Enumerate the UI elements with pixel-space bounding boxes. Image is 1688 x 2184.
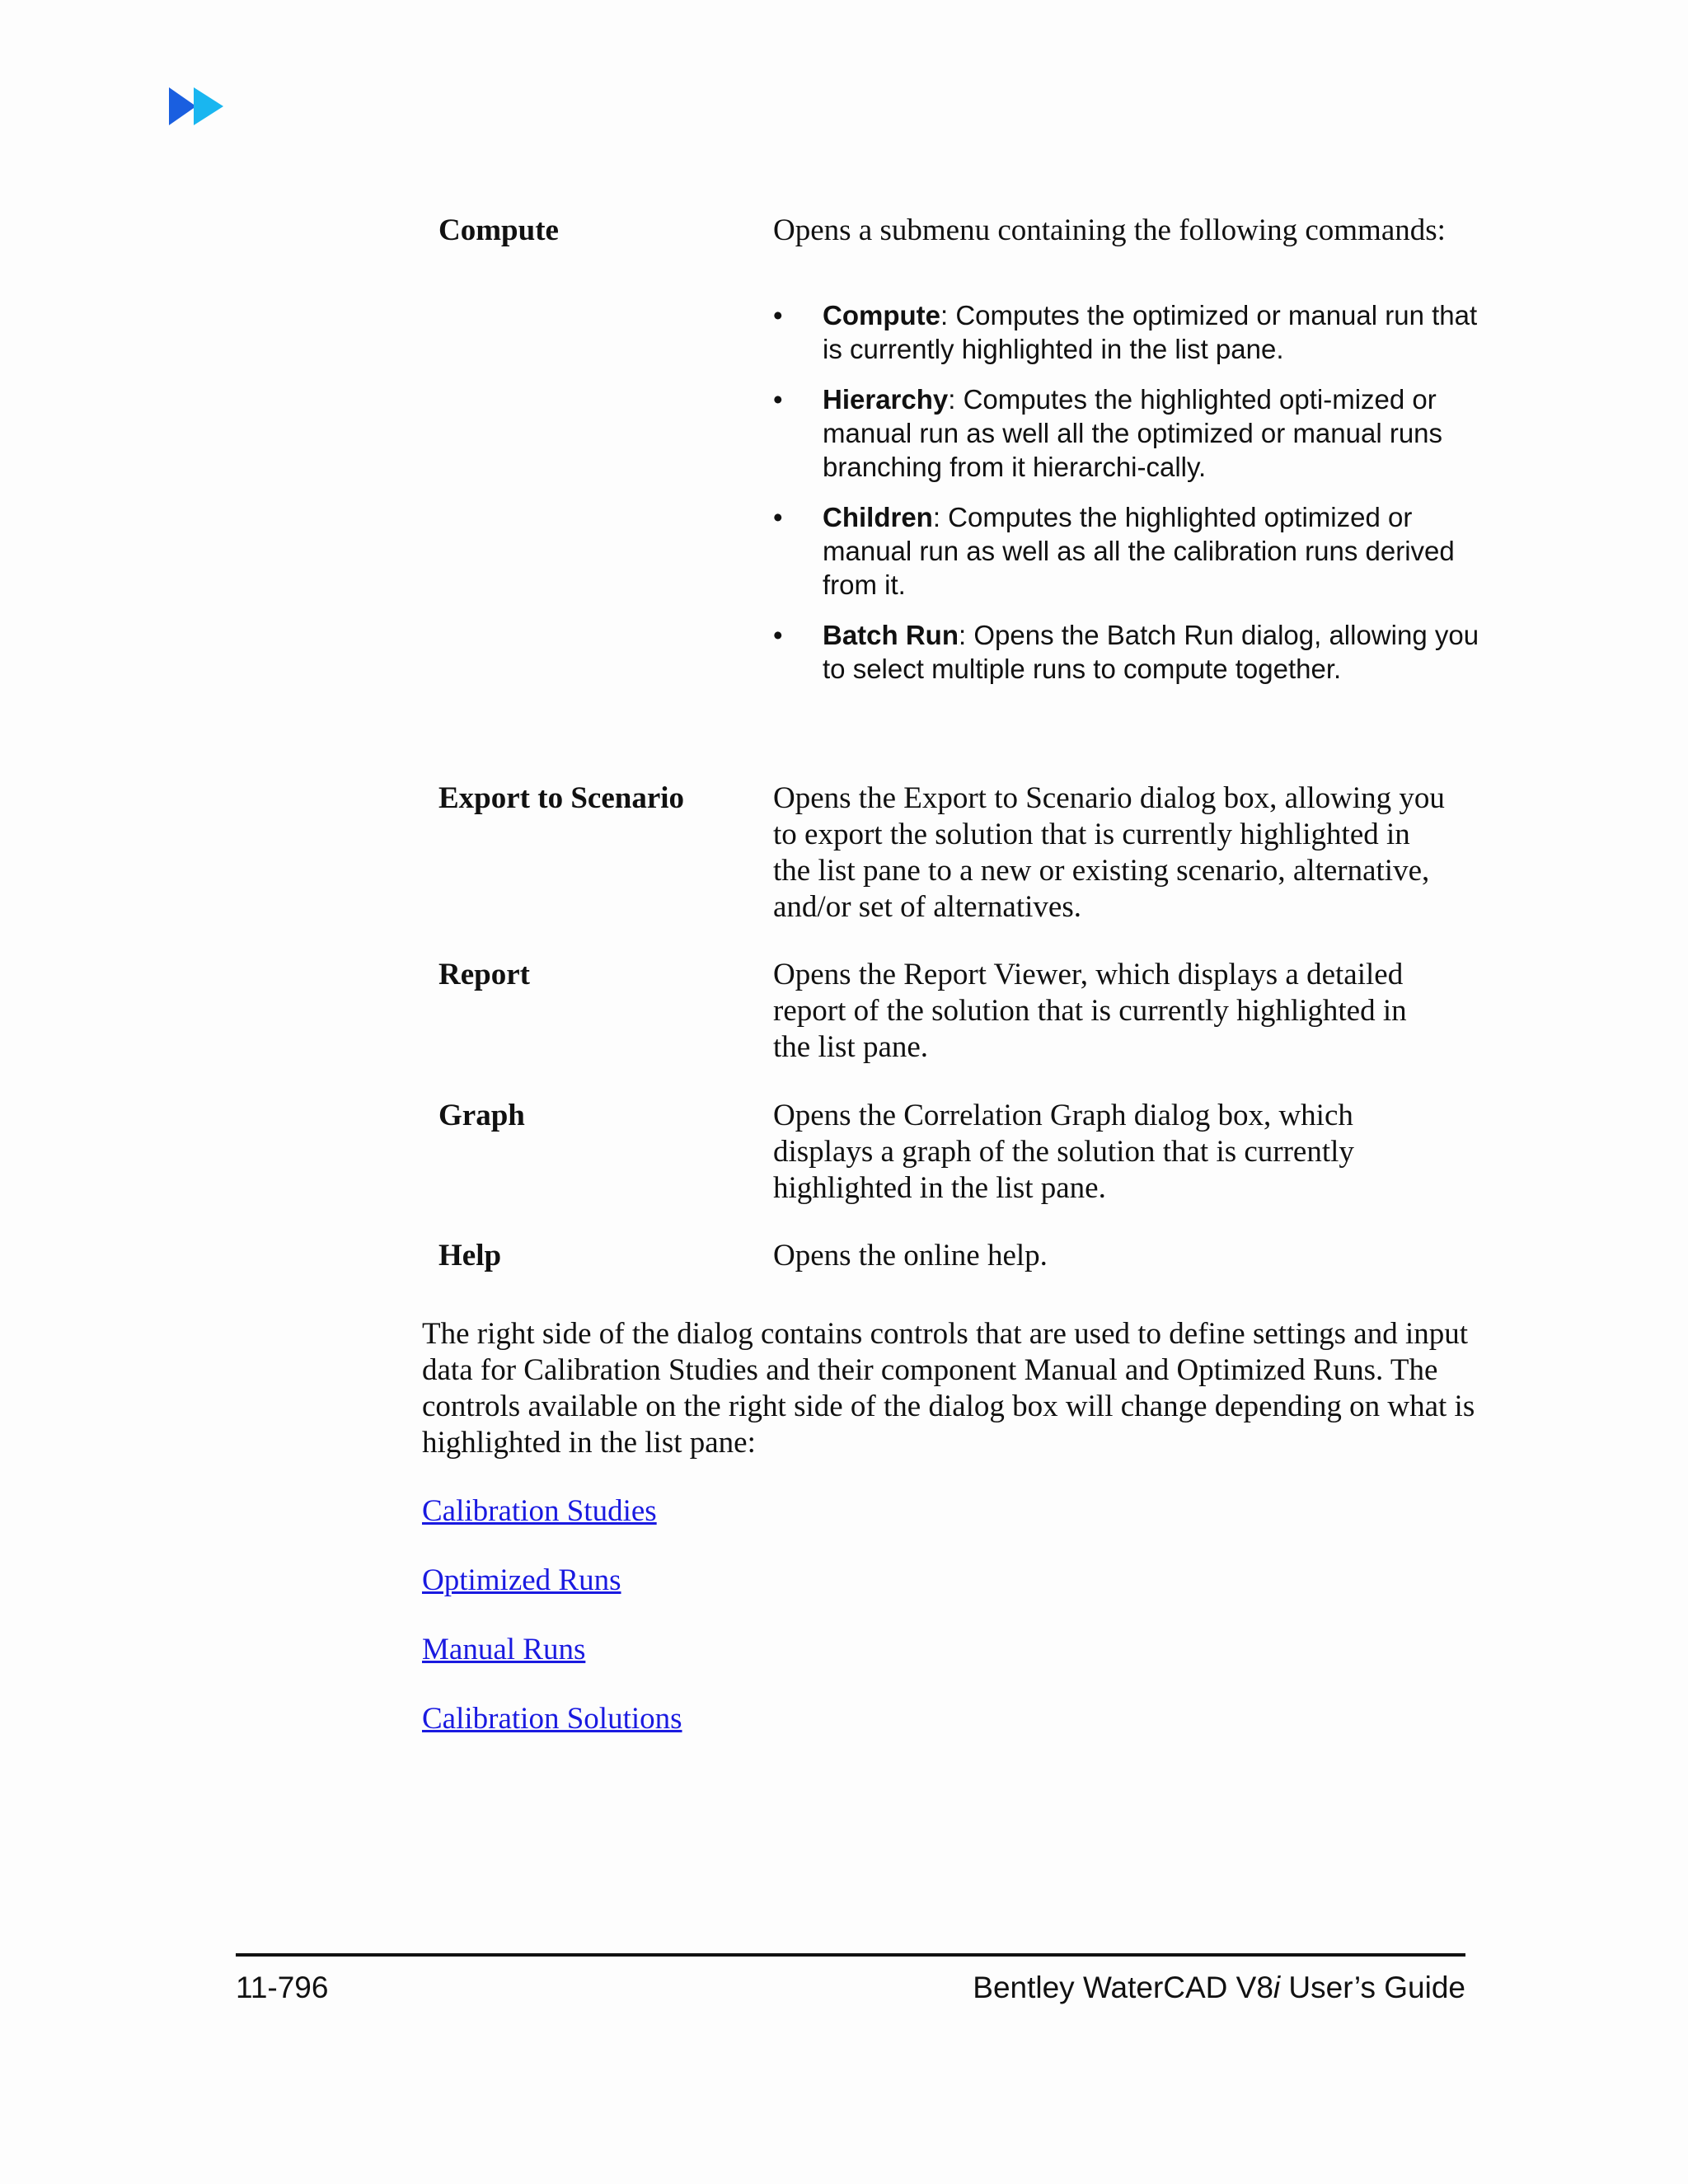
term-label: Compute [438, 213, 559, 247]
guide-title-suffix: User’s Guide [1280, 1971, 1465, 2004]
double-chevron-right-icon[interactable] [169, 87, 223, 125]
bullet-term: Hierarchy [823, 384, 949, 415]
bullet-text: : Computes the highlighted optimized or manual run as well as all the calibration runs derived from it. [823, 502, 1455, 600]
term-description: Opens the online help. [773, 1239, 1048, 1272]
link-optimized-runs[interactable]: Optimized Runs [422, 1563, 621, 1597]
term-label: Report [438, 958, 530, 991]
bullet-term: Batch Run [823, 620, 959, 650]
body-paragraph: The right side of the dialog contains controls that are used to define settings and input data for Calibration Studies and their component Manual and Optimized Runs. The controls available on the right side of the dialog box will change depending on what is highlighted in the list pane: [422, 1317, 1475, 1460]
term-description: Opens the Correlation Graph dialog box, which displays a graph of the solution that is currently highlighted in the list pane. [773, 1099, 1354, 1205]
list-item: • Children: Computes the highlighted optimized or manual run as well as all the calibration runs derived from it. [773, 502, 1455, 600]
guide-title-prefix: Bentley WaterCAD V8 [973, 1971, 1273, 2004]
bullet-term: Children [823, 502, 933, 532]
link-calibration-studies[interactable]: Calibration Studies [422, 1494, 657, 1528]
list-item: • Batch Run: Opens the Batch Run dialog, allowing you to select multiple runs to compute together. [773, 620, 1479, 684]
term-label: Export to Scenario [438, 781, 685, 815]
guide-title [973, 1970, 1465, 2006]
term-description: Opens the Export to Scenario dialog box, allowing you to export the solution that is currently highlighted in the list pane to a new or existing scenario, alternative, and/or set of alternatives. [773, 781, 1445, 924]
link-calibration-solutions[interactable]: Calibration Solutions [422, 1702, 682, 1736]
footer-divider [236, 1953, 1465, 1957]
bullet-text: : Opens the Batch Run dialog, allowing you to select multiple runs to compute together. [823, 620, 1479, 684]
list-item: • Compute: Computes the optimized or manual run that is currently highlighted in the list pane. [773, 300, 1478, 364]
term-description: Opens a submenu containing the following commands: [773, 213, 1446, 247]
term-label: Help [438, 1239, 502, 1272]
compute-submenu-list [773, 298, 1482, 702]
link-manual-runs[interactable]: Manual Runs [422, 1633, 586, 1666]
term-label: Graph [438, 1099, 525, 1132]
bullet-text: : Computes the optimized or manual run that is currently highlighted in the list pane. [823, 300, 1478, 364]
term-description: Opens the Report Viewer, which displays a detailed report of the solution that is currently highlighted in the list pane. [773, 958, 1407, 1064]
page-number: 11-796 [236, 1971, 329, 2004]
bullet-term: Compute [823, 300, 940, 330]
bullet-text: : Computes the highlighted opti-mized or manual run as well all the optimized or manual runs branching from it hierarchi-cally. [823, 384, 1443, 482]
guide-title-italic: i [1273, 1971, 1281, 2004]
list-item: • Hierarchy: Computes the highlighted opti-mized or manual run as well all the optimized or manual runs branching from it hierarchi-cally. [773, 384, 1443, 482]
